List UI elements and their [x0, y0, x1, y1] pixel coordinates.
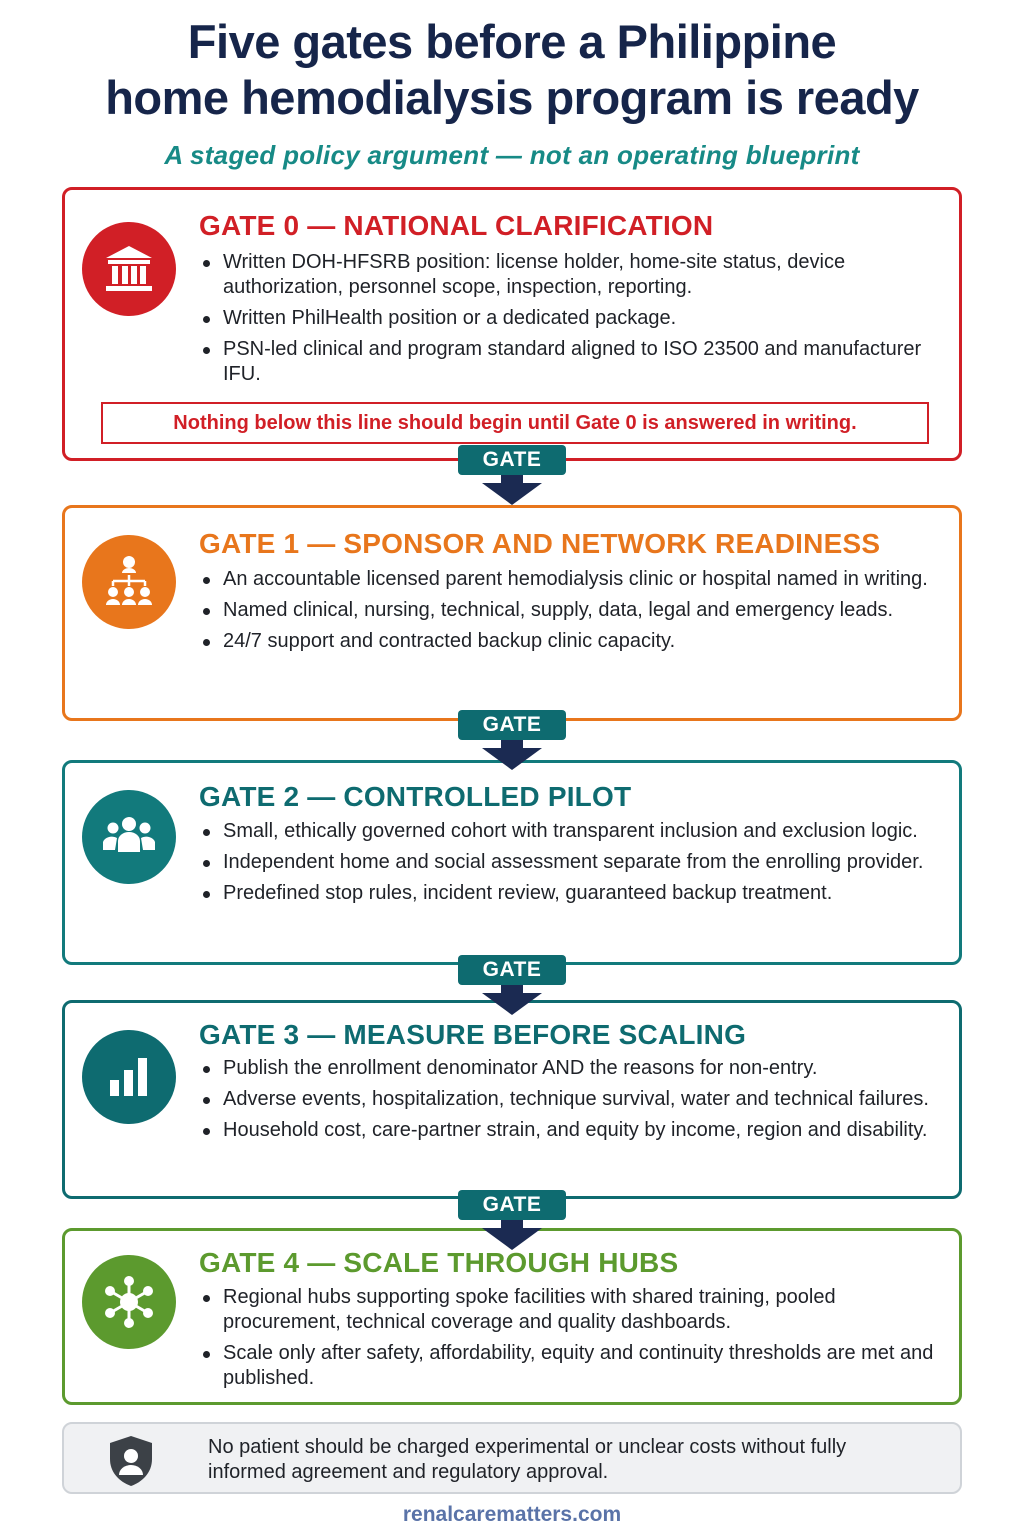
gate-badge: GATE — [458, 1190, 566, 1220]
list-item: Written DOH-HFSRB position: license holder, home-site status, device authorization, personnel scope, inspection, reporting. — [201, 250, 941, 300]
page-title — [0, 14, 1024, 126]
people-group-icon — [82, 790, 176, 884]
list-item: Scale only after safety, affordability, equity and continuity thresholds are met and published. — [201, 1341, 941, 1391]
gate-2-card — [62, 760, 962, 965]
list-item: Independent home and social assessment separate from the enrolling provider. — [201, 850, 941, 875]
gate-3-bullets — [201, 1056, 941, 1149]
gate-badge: GATE — [458, 710, 566, 740]
gate-badge: GATE — [458, 955, 566, 985]
list-item: Predefined stop rules, incident review, guaranteed backup treatment. — [201, 881, 941, 906]
list-item: Small, ethically governed cohort with transparent inclusion and exclusion logic. — [201, 819, 941, 844]
list-item: Named clinical, nursing, technical, supply, data, legal and emergency leads. — [201, 598, 941, 623]
arrow-down-icon — [482, 483, 542, 505]
disclaimer-note — [62, 1422, 962, 1494]
gate-3-card — [62, 1000, 962, 1199]
arrow-down-icon — [482, 748, 542, 770]
arrow-down-icon — [482, 993, 542, 1015]
government-building-icon — [82, 222, 176, 316]
gate-0-warning: Nothing below this line should begin until Gate 0 is answered in writing. — [101, 402, 929, 444]
list-item: Written PhilHealth position or a dedicated package. — [201, 306, 941, 331]
list-item: Adverse events, hospitalization, technique survival, water and technical failures. — [201, 1087, 941, 1112]
gate-2-bullets — [201, 819, 941, 912]
list-item: 24/7 support and contracted backup clinic capacity. — [201, 629, 941, 654]
list-item: Publish the enrollment denominator AND the reasons for non-entry. — [201, 1056, 941, 1081]
arrow-down-icon — [482, 1228, 542, 1250]
gate-connector-0-1 — [458, 445, 566, 509]
list-item: PSN-led clinical and program standard aligned to ISO 23500 and manufacturer IFU. — [201, 337, 941, 387]
hub-network-icon — [82, 1255, 176, 1349]
list-item: Regional hubs supporting spoke facilities with shared training, pooled procurement, technical coverage and quality dashboards. — [201, 1285, 941, 1335]
gate-1-card — [62, 505, 962, 721]
gate-0-heading: GATE 0 — NATIONAL CLARIFICATION — [199, 210, 714, 241]
gate-2-heading: GATE 2 — CONTROLLED PILOT — [199, 781, 632, 812]
disclaimer-text: No patient should be charged experimental or unclear costs without fully informed agreement and regulatory approval. — [208, 1436, 847, 1483]
gate-3-heading: GATE 3 — MEASURE BEFORE SCALING — [199, 1019, 747, 1050]
shield-person-icon — [106, 1434, 156, 1488]
gate-0-card — [62, 187, 962, 461]
bar-chart-icon — [82, 1030, 176, 1124]
page-subtitle: A staged policy argument — not an operating blueprint — [164, 140, 860, 170]
title-line-1: Five gates before a Philippine — [187, 15, 837, 68]
title-line-2: home hemodialysis program is ready — [105, 71, 919, 124]
gate-4-heading: GATE 4 — SCALE THROUGH HUBS — [199, 1247, 679, 1278]
org-network-icon — [82, 535, 176, 629]
gate-1-heading: GATE 1 — SPONSOR AND NETWORK READINESS — [199, 528, 881, 559]
list-item: An accountable licensed parent hemodialysis clinic or hospital named in writing. — [201, 567, 941, 592]
gate-0-bullets — [201, 250, 941, 393]
gate-badge: GATE — [458, 445, 566, 475]
gate-4-card — [62, 1228, 962, 1405]
site-url: renalcarematters.com — [402, 1503, 622, 1526]
list-item: Household cost, care-partner strain, and equity by income, region and disability. — [201, 1118, 941, 1143]
gate-4-bullets — [201, 1285, 941, 1397]
gate-1-bullets — [201, 567, 941, 660]
